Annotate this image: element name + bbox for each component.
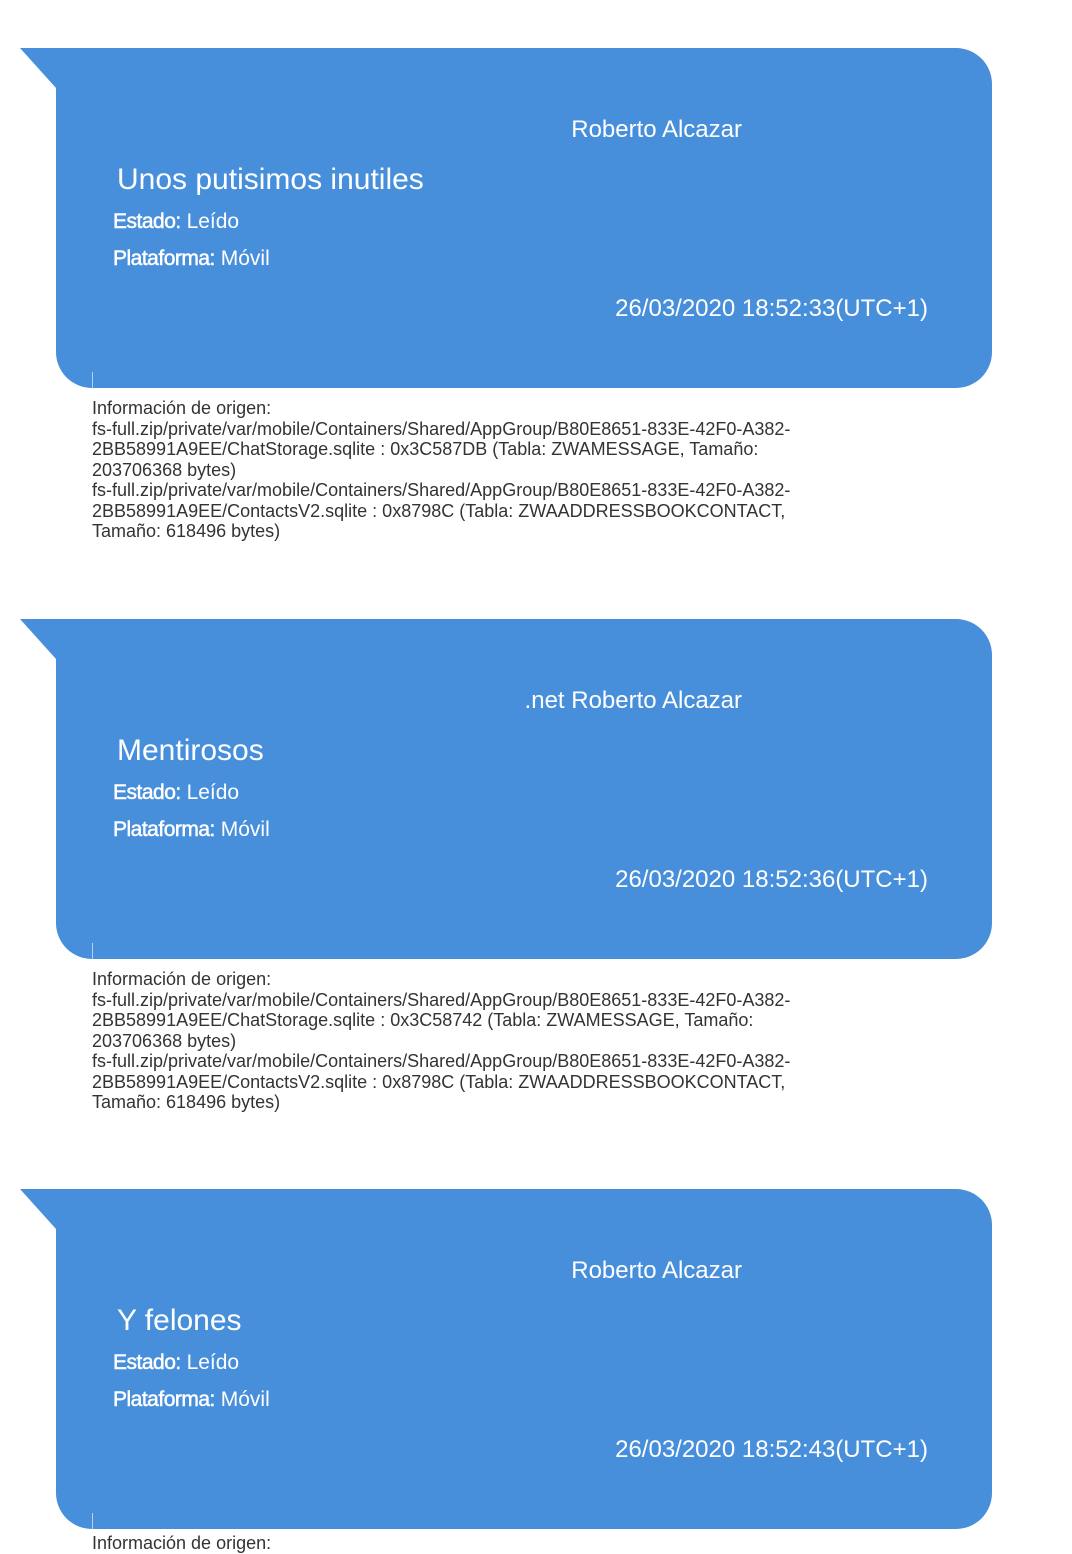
message-timestamp: 26/03/2020 18:52:43(UTC+1)	[615, 1436, 928, 1463]
platform-value: Móvil	[220, 247, 270, 270]
message-platform	[113, 818, 270, 842]
origin-info	[92, 969, 922, 1113]
message-sender: .net Roberto Alcazar	[524, 687, 742, 714]
divider	[92, 943, 93, 965]
platform-label: Plataforma:	[113, 247, 215, 270]
origin-line: 2BB58991A9EE/ContactsV2.sqlite : 0x8798C (Tabla: ZWAADDRESSBOOKCONTACT,	[92, 1071, 786, 1092]
status-value: Leído	[186, 210, 240, 233]
message-item	[0, 1141, 1072, 1553]
origin-line: fs-full.zip/private/var/mobile/Containers/Shared/AppGroup/B80E8651-833E-42F0-A382-	[92, 480, 791, 500]
message-platform	[113, 247, 270, 271]
message-sender: Roberto Alcazar	[571, 1257, 742, 1284]
origin-line: 2BB58991A9EE/ContactsV2.sqlite : 0x8798C (Tabla: ZWAADDRESSBOOKCONTACT,	[92, 500, 786, 521]
origin-line: 203706368 bytes)	[92, 459, 237, 480]
platform-label: Plataforma:	[113, 818, 215, 841]
status-value: Leído	[186, 1351, 240, 1374]
origin-line: fs-full.zip/private/var/mobile/Containers/Shared/AppGroup/B80E8651-833E-42F0-A382-	[92, 989, 791, 1010]
origin-line: Información de origen:	[92, 1533, 272, 1553]
platform-value: Móvil	[220, 1388, 270, 1411]
message-text: Y felones	[117, 1304, 242, 1337]
message-status	[113, 1351, 239, 1375]
platform-value: Móvil	[220, 818, 270, 841]
message-item	[0, 571, 1072, 1141]
status-label: Estado:	[113, 1351, 181, 1374]
message-status	[113, 781, 239, 805]
message-text: Mentirosos	[117, 734, 264, 767]
divider	[92, 1513, 93, 1535]
message-timestamp: 26/03/2020 18:52:33(UTC+1)	[615, 295, 928, 322]
message-item	[0, 0, 1072, 570]
message-timestamp: 26/03/2020 18:52:36(UTC+1)	[615, 866, 928, 893]
origin-line: Tamaño: 618496 bytes)	[92, 1092, 281, 1112]
origin-info	[92, 398, 922, 542]
origin-line: Tamaño: 618496 bytes)	[92, 521, 281, 541]
status-label: Estado:	[113, 210, 181, 233]
origin-line: 2BB58991A9EE/ChatStorage.sqlite : 0x3C58742 (Tabla: ZWAMESSAGE, Tamaño:	[92, 1010, 754, 1030]
message-status	[113, 210, 239, 234]
message-sender: Roberto Alcazar	[571, 116, 742, 143]
status-label: Estado:	[113, 781, 181, 804]
origin-line: 203706368 bytes)	[92, 1030, 237, 1051]
origin-line: fs-full.zip/private/var/mobile/Containers/Shared/AppGroup/B80E8651-833E-42F0-A382-	[92, 1051, 791, 1071]
platform-label: Plataforma:	[113, 1388, 215, 1411]
message-text: Unos putisimos inutiles	[117, 163, 424, 196]
message-platform	[113, 1388, 270, 1412]
origin-line: 2BB58991A9EE/ChatStorage.sqlite : 0x3C587DB (Tabla: ZWAMESSAGE, Tamaño:	[92, 439, 759, 459]
origin-info	[92, 1533, 922, 1554]
origin-line: Información de origen:	[92, 398, 272, 418]
status-value: Leído	[186, 781, 240, 804]
divider	[92, 372, 93, 394]
origin-line: fs-full.zip/private/var/mobile/Containers/Shared/AppGroup/B80E8651-833E-42F0-A382-	[92, 418, 791, 439]
origin-line: Información de origen:	[92, 969, 272, 989]
